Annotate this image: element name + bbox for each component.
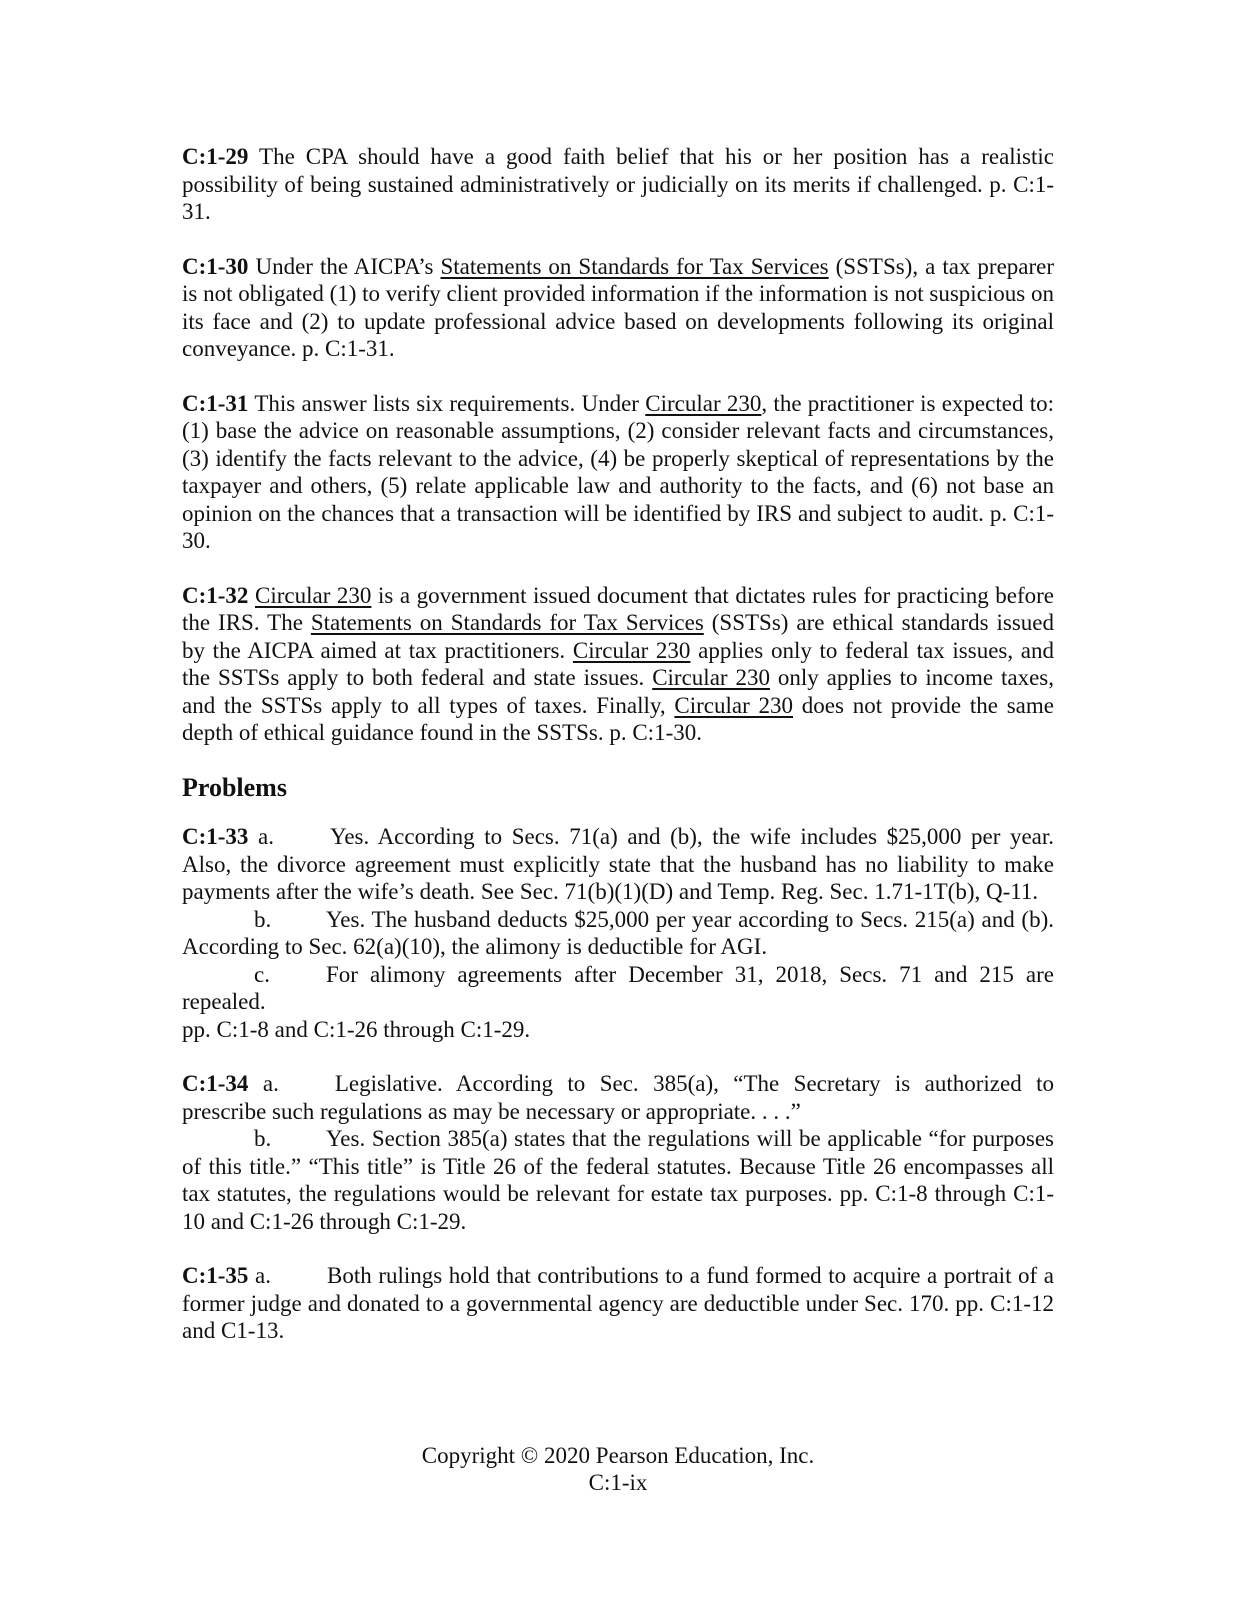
problem-part — [182, 961, 1054, 1016]
problem-id: C:1-35 — [182, 1263, 249, 1288]
part-text: Both rulings hold that contributions to a fund formed to acquire a portrait of a former judge and donated to a governmental agency are deductible under Sec. 170. pp. C:1-12 and C1-13. — [182, 1263, 1054, 1343]
question-text: This answer lists six requirements. Under — [254, 390, 646, 416]
question-id: C:1-30 — [182, 253, 249, 279]
publication-title: Circular 230 — [255, 582, 372, 608]
section-heading-problems: Problems — [182, 772, 287, 802]
part-label: a. — [262, 1071, 279, 1096]
page-number: C:1-ix — [588, 1470, 648, 1495]
publication-title: Circular 230 — [652, 665, 770, 690]
question-c1-32 — [182, 582, 1054, 747]
copyright-notice: Copyright © 2020 Pearson Education, Inc. — [421, 1443, 815, 1468]
question-text: (SSTSs), a tax preparer is not obligated (1) to verify client provided information if the information is not suspicious on its face and (2) to update professional advice based on developments following its original conveyance. p. C:1-31. — [182, 253, 1055, 361]
question-text: , the practitioner is expected to: (1) base the advice on reasonable assumptions, (2) consider relevant facts and circumstances, (3) identify the facts relevant to the advice, (4) be properly skeptical of representations by the taxpayer and others, (5) relate applicable law and authority to the facts, and (6) not base an opinion on the chances that a transaction will be identified by IRS and subject to audit. p. C:1-30. — [182, 390, 1055, 553]
publication-title: Circular 230 — [572, 637, 691, 663]
part-label: a. — [258, 824, 274, 849]
publication-title: Statements on Standards for Tax Services — [440, 253, 829, 279]
question-c1-30 — [182, 253, 1054, 363]
part-label: b. — [254, 906, 272, 932]
page-footer — [0, 1442, 1236, 1496]
question-text: (SSTSs) are ethical standards issued by the AICPA aimed at tax practitioners. — [182, 610, 1055, 663]
part-label: b. — [254, 1126, 272, 1151]
question-text: is a government issued document that dictates rules for practicing before the IRS. The — [182, 582, 1055, 635]
question-text: only applies to income taxes, and the SSTSs apply to all types of taxes. Finally, — [182, 665, 1055, 718]
part-text: For alimony agreements after December 31, 2018, Secs. 71 and 215 are repealed. — [182, 961, 1054, 1014]
publication-title: Statements on Standards for Tax Services — [310, 610, 704, 635]
problem-id: C:1-34 — [182, 1071, 249, 1096]
question-text: Under the AICPA’s — [255, 253, 441, 279]
question-id: C:1-32 — [182, 582, 249, 608]
question-c1-31 — [182, 390, 1054, 555]
question-text: The CPA should have a good faith belief that his or her position has a realistic possibility of being sustained administratively or judicially on its merits if challenged. p. C:1-31. — [182, 144, 1054, 224]
question-id: C:1-29 — [182, 144, 249, 169]
publication-title: Circular 230 — [674, 692, 794, 718]
page-reference: pp. C:1-8 and C:1-26 through C:1-29. — [182, 1016, 531, 1042]
publication-title: Circular 230 — [645, 390, 762, 416]
problem-part — [182, 1070, 1054, 1125]
problem-part — [182, 906, 1054, 961]
document-page — [182, 143, 1054, 1372]
part-label: a. — [255, 1263, 271, 1288]
part-text: Legislative. According to Sec. 385(a), “The Secretary is authorized to prescribe such regulations as may be necessary or appropriate. . . .” — [182, 1071, 1055, 1124]
question-text: does not provide the same depth of ethical guidance found in the SSTSs. p. C:1-30. — [182, 692, 1054, 745]
part-text: Yes. Section 385(a) states that the regulations will be applicable “for purposes of this title.” “This title” is Title 26 of the federal statutes. Because Title 26 encompasses all tax statutes, the regulations would be relevant for estate tax purposes. pp. C:1-8 through C:1-10 and C:1-26 through C:1-29. — [182, 1126, 1054, 1234]
question-text: applies only to federal tax issues, and the SSTSs apply to both federal and state issues. — [182, 637, 1054, 690]
problem-c1-34 — [182, 1070, 1054, 1235]
question-c1-29 — [182, 143, 1054, 226]
problem-c1-33 — [182, 823, 1054, 1043]
problem-part — [182, 1125, 1054, 1235]
part-label: c. — [254, 961, 270, 987]
problem-c1-35 — [182, 1262, 1054, 1345]
problem-id: C:1-33 — [182, 824, 249, 849]
part-text: Yes. According to Secs. 71(a) and (b), the wife includes $25,000 per year. Also, the divorce agreement must explicitly state that the husband has no liability to make payments after the wife’s death. See Sec. 71(b)(1)(D) and Temp. Reg. Sec. 1.71-1T(b), Q-11. — [182, 824, 1055, 904]
problem-part — [182, 823, 1054, 906]
problem-part — [182, 1262, 1054, 1345]
part-text: Yes. The husband deducts $25,000 per year according to Secs. 215(a) and (b). According to Sec. 62(a)(10), the alimony is deductible for AGI. — [182, 906, 1054, 959]
question-id: C:1-31 — [182, 390, 249, 416]
